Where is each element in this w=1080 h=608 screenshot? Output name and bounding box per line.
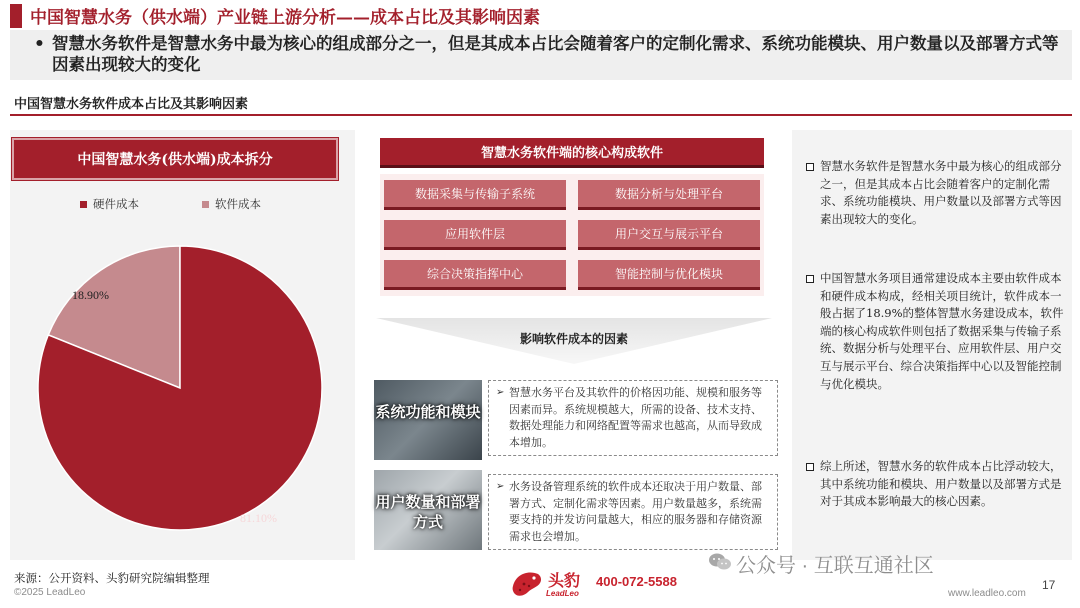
section-heading: 中国智慧水务软件成本占比及其影响因素 — [14, 97, 249, 112]
legend-swatch-software — [202, 201, 209, 208]
contact-phone: 400-072-5588 — [596, 574, 677, 589]
module-decision-center: 综合决策指挥中心 — [384, 260, 566, 290]
leopard-logo-icon — [510, 566, 544, 600]
module-application-layer: 应用软件层 — [384, 220, 566, 250]
core-software-grid — [380, 174, 764, 296]
checkbox-bullet-icon — [806, 275, 814, 283]
module-user-interaction: 用户交互与展示平台 — [578, 220, 760, 250]
module-data-acquisition: 数据采集与传输子系统 — [384, 180, 566, 210]
pie-label-hardware: 81.10% — [240, 511, 277, 525]
analysis-point-1 — [806, 158, 1064, 228]
legend-item-software — [202, 196, 261, 212]
legend-label-hardware: 硬件成本 — [93, 197, 139, 211]
factor-text-users: 水务设备管理系统的软件成本还取决于用户数量、部署方式、定制化需求等因素。用户数量越多，系统需要支持的并发访问量越大，相应的服务器和存储资源需求也会增加。 — [509, 480, 762, 543]
module-intelligent-control: 智能控制与优化模块 — [578, 260, 760, 290]
factor-text-system: 智慧水务平台及其软件的价格因功能、规模和服务等因素而异。系统规模越大，所需的设备、技术支持、数据处理能力和网络配置等需求也越高，从而导致成本增加。 — [509, 386, 762, 449]
arrow-icon: ➢ — [496, 481, 505, 492]
copyright: ©2025 LeadLeo — [14, 587, 86, 598]
core-software-header — [380, 138, 764, 168]
source-note: 来源：公开资料、头豹研究院编辑整理 — [14, 571, 210, 585]
analysis-text-2: 中国智慧水务项目通常建设成本主要由软件成本和硬件成本构成，经相关项目统计，软件成本一般占据了18.9%的整体智慧水务建设成本，软件端的核心构成软件则包括了数据采集与传输子系统、数据分析与处理平台、应用软件层、用户交互与展示平台、综合决策指挥中心以及智能控制与优化模块。 — [820, 271, 1064, 391]
pie-title: 中国智慧水务(供水端)成本拆分 — [77, 152, 273, 168]
page-number: 17 — [1042, 578, 1056, 592]
logo-text: 头豹 — [548, 573, 581, 590]
factor-label-users: 用户数量和部署方式 — [375, 493, 481, 531]
logo-subtext: LeadLeo — [546, 589, 579, 598]
arrow-icon: ➢ — [496, 387, 505, 398]
pie-chart — [20, 236, 340, 536]
summary-text: 智慧水务软件是智慧水务中最为核心的组成部分之一，但是其成本占比会随着客户的定制化需求、系统功能模块、用户数量以及部署方式等因素出现较大的变化 — [52, 34, 1059, 74]
watermark: 公众号 · 互联互通社区 — [736, 555, 934, 577]
wechat-icon — [708, 551, 732, 573]
analysis-point-3 — [806, 458, 1064, 511]
legend-swatch-hardware — [80, 201, 87, 208]
title-accent-bar — [10, 4, 22, 28]
checkbox-bullet-icon — [806, 463, 814, 471]
core-software-title: 智慧水务软件端的核心构成软件 — [480, 146, 663, 161]
website: www.leadleo.com — [948, 588, 1026, 599]
page-title: 中国智慧水务（供水端）产业链上游分析——成本占比及其影响因素 — [30, 8, 540, 28]
factor-text-box-system — [488, 380, 778, 456]
module-data-analysis: 数据分析与处理平台 — [578, 180, 760, 210]
factor-label-system: 系统功能和模块 — [375, 403, 481, 421]
legend-label-software: 软件成本 — [215, 197, 261, 211]
analysis-text-1: 智慧水务软件是智慧水务中最为核心的组成部分之一，但是其成本占比会随着客户的定制化需求、系统功能模块、用户数量以及部署方式等因素出现较大的变化。 — [820, 159, 1062, 226]
section-divider — [10, 114, 1072, 116]
checkbox-bullet-icon — [806, 163, 814, 171]
analysis-point-2 — [806, 270, 1064, 393]
pie-title-banner — [12, 138, 338, 180]
summary-bullet: • — [34, 34, 45, 54]
factor-text-box-users — [488, 474, 778, 550]
factors-title: 影响软件成本的因素 — [519, 332, 628, 346]
analysis-text-3: 综上所述，智慧水务的软件成本占比浮动较大，其中系统功能和模块、用户数量以及部署方式是对于其成本影响最大的核心因素。 — [820, 459, 1062, 509]
pie-label-software: 18.90% — [72, 288, 109, 302]
legend-item-hardware — [80, 196, 139, 212]
